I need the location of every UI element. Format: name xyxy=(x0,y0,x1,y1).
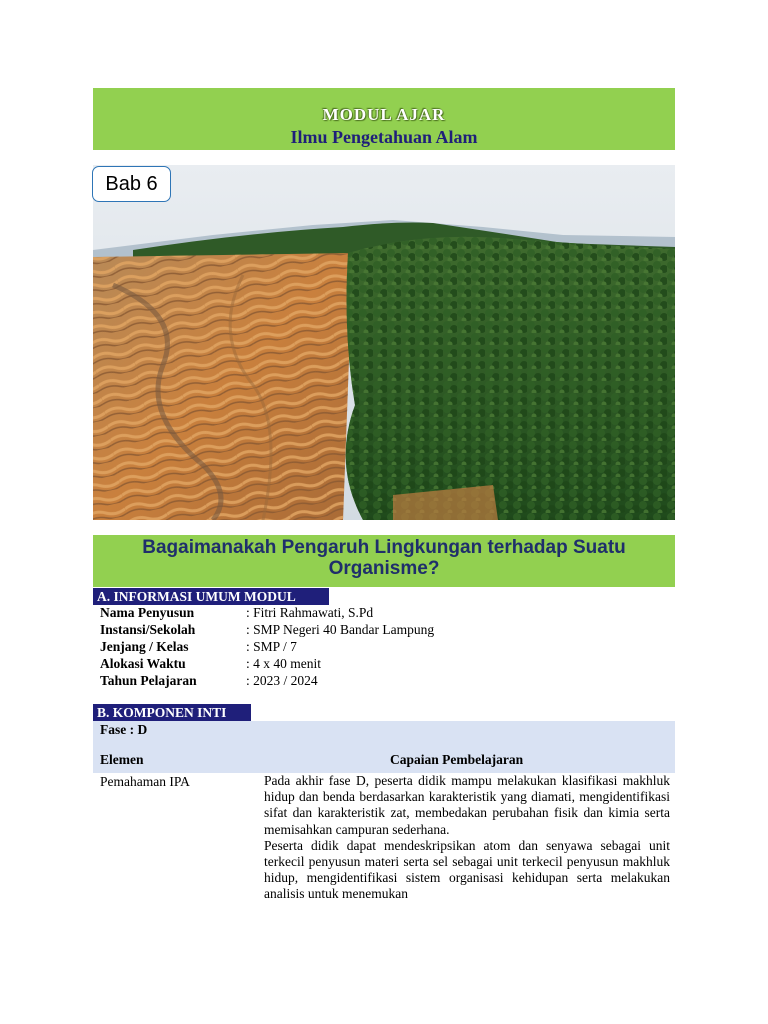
column-header-elemen: Elemen xyxy=(100,752,144,767)
info-row xyxy=(100,655,434,672)
subject-title: Ilmu Pengetahuan Alam xyxy=(290,127,478,147)
info-value: : 2023 / 2024 xyxy=(246,673,318,688)
cover-image xyxy=(93,165,675,520)
capaian-paragraph: Peserta didik dapat mendeskripsikan atom dan senyawa sebagai unit terkecil penyusun materi serta sel sebagai unit terkecil penyusun makhluk hidup, mengidentifikasi sistem organisasi kehidupan serta melakukan analisis untuk menemukan xyxy=(264,837,670,902)
info-row xyxy=(100,638,434,655)
info-key: Tahun Pelajaran xyxy=(100,673,197,688)
info-row xyxy=(100,604,434,621)
info-value: : SMP / 7 xyxy=(246,639,297,654)
info-row xyxy=(100,672,434,689)
info-key: Instansi/Sekolah xyxy=(100,622,196,637)
capaian-cell xyxy=(264,773,670,903)
table-header xyxy=(93,721,675,773)
info-key: Alokasi Waktu xyxy=(100,656,186,671)
section-b-heading: B. KOMPONEN INTI xyxy=(93,704,251,721)
info-key: Jenjang / Kelas xyxy=(100,639,189,654)
phase-label: Fase : D xyxy=(100,722,148,737)
info-key: Nama Penyusun xyxy=(100,605,195,620)
section-a-heading: A. INFORMASI UMUM MODUL xyxy=(93,588,329,605)
module-header xyxy=(93,88,675,150)
module-info-table xyxy=(100,604,434,689)
info-value: : Fitri Rahmawati, S.Pd xyxy=(246,605,374,620)
info-value: : 4 x 40 menit xyxy=(246,656,321,671)
capaian-paragraph: Pada akhir fase D, peserta didik mampu melakukan klasifikasi makhluk hidup dan benda berdasarkan karakteristik yang diamati, mengidentifikasi sifat dan karakteristik zat, membedakan perubahan fisik dan kimia serta memisahkan campuran sederhana. xyxy=(264,773,670,837)
elemen-cell: Pemahaman IPA xyxy=(100,774,190,789)
column-header-capaian: Capaian Pembelajaran xyxy=(390,752,524,767)
info-value: : SMP Negeri 40 Bandar Lampung xyxy=(246,622,435,637)
info-row xyxy=(100,621,434,638)
module-title: MODUL AJAR xyxy=(322,105,446,124)
chapter-badge: Bab 6 xyxy=(92,166,171,202)
chapter-question: Bagaimanakah Pengaruh Lingkungan terhadap Suatu Organisme? xyxy=(93,535,675,587)
